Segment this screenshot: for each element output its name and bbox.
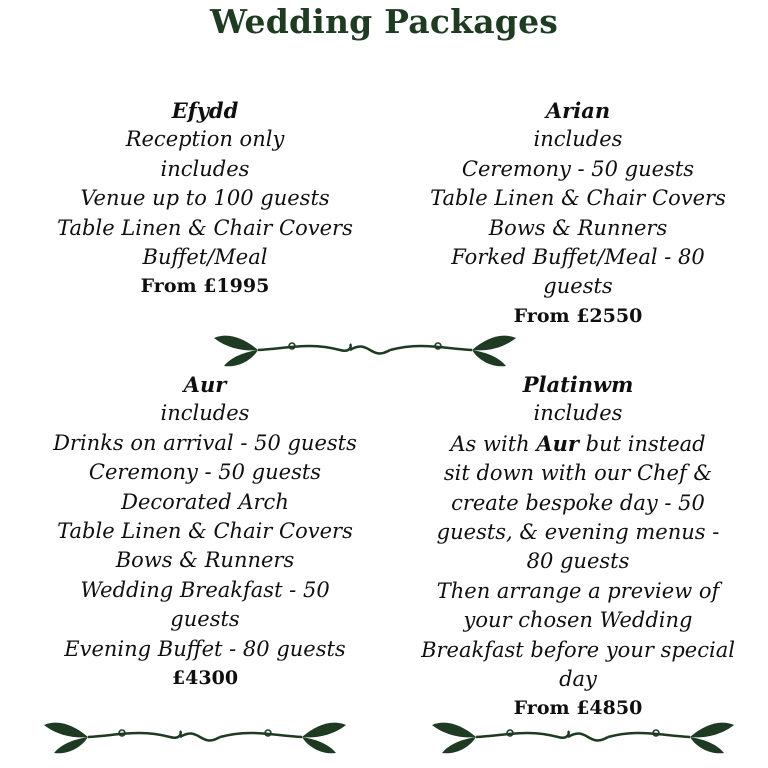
package-line: Forked Buffet/Meal - 80 <box>451 245 705 270</box>
package-line: sit down with our Chef & <box>443 461 713 486</box>
package-line: Decorated Arch <box>121 489 289 514</box>
vine-divider-icon <box>210 328 520 372</box>
package-line: Evening Buffet - 80 guests <box>64 636 346 661</box>
page-title: Wedding Packages <box>209 2 559 41</box>
package-price: From £1995 <box>140 275 270 298</box>
package-line: guests, & evening menus - <box>436 520 720 545</box>
package-name: Efydd <box>171 98 239 123</box>
package-line-mixed <box>278 429 768 459</box>
package-price: From £2550 <box>513 304 643 327</box>
package-line: guests <box>170 607 240 632</box>
package-line: Ceremony - 50 guests <box>461 156 695 181</box>
package-line: your chosen Wedding <box>463 608 693 633</box>
package-line: includes <box>533 401 623 426</box>
text-fragment-bold: Aur <box>536 430 579 456</box>
package-line: Table Linen & Chair Covers <box>57 519 353 544</box>
package-line: Venue up to 100 guests <box>80 186 330 211</box>
package-line: create bespoke day - 50 <box>451 490 705 515</box>
package-line: day <box>559 667 597 692</box>
package-name: Arian <box>545 98 611 123</box>
package-line: Bows & Runners <box>488 215 668 240</box>
vine-divider-icon <box>40 715 350 759</box>
package-line: Table Linen & Chair Covers <box>430 186 726 211</box>
package-name: Platinwm <box>522 372 634 397</box>
package-line: Drinks on arrival - 50 guests <box>53 430 357 455</box>
package-price: From £4850 <box>513 697 643 720</box>
text-fragment: but instead <box>578 431 706 456</box>
package-line: 80 guests <box>526 549 630 574</box>
package-price: £4300 <box>171 667 239 690</box>
package-line: Breakfast before your special <box>421 637 735 662</box>
package-line: Reception only <box>125 127 285 152</box>
vine-divider-icon <box>428 715 738 759</box>
text-fragment: As with <box>450 431 537 456</box>
package-line: Wedding Breakfast - 50 <box>80 577 330 602</box>
package-line: Ceremony - 50 guests <box>88 460 322 485</box>
package-line: Buffet/Meal <box>142 245 268 270</box>
package-line: guests <box>543 274 613 299</box>
package-line: includes <box>160 401 250 426</box>
package-line: Bows & Runners <box>115 548 295 573</box>
package-line: Table Linen & Chair Covers <box>57 215 353 240</box>
package-line: Then arrange a preview of <box>436 578 720 603</box>
package-line: includes <box>160 156 250 181</box>
package-line: includes <box>533 127 623 152</box>
package-name: Aur <box>183 372 227 397</box>
